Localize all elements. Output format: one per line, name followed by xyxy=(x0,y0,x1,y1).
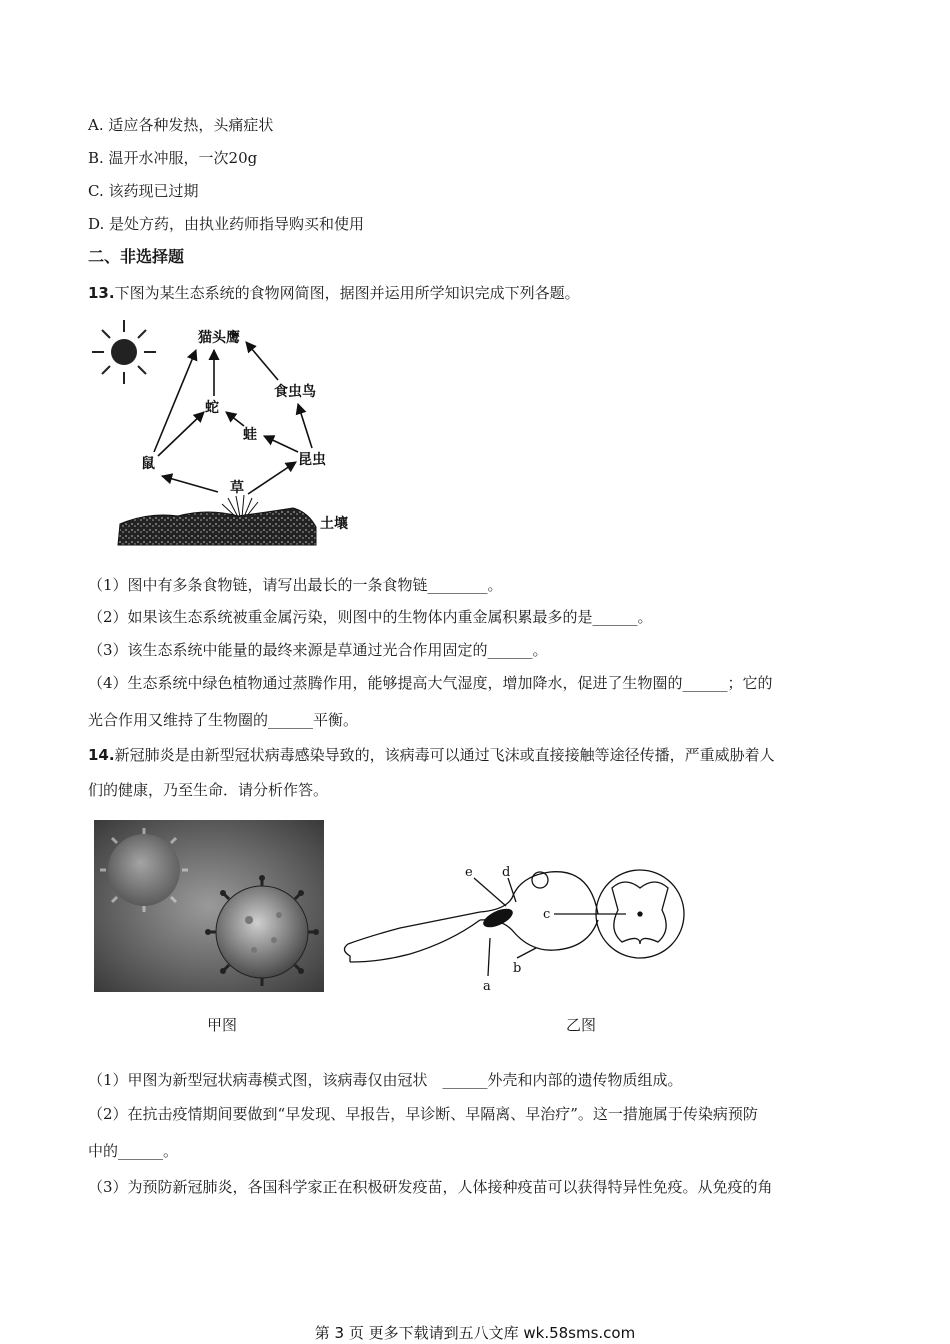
reflex-arc-diagram xyxy=(340,858,690,998)
label-d: d xyxy=(502,865,511,880)
label-a: a xyxy=(483,979,491,994)
label-frog: 蛙 xyxy=(243,427,257,443)
q13-part-4-cont: 光合作用又维持了生物圈的______平衡。 xyxy=(88,711,359,729)
label-mouse: 鼠 xyxy=(141,456,155,472)
sun-icon xyxy=(92,320,156,384)
page-footer: 第 3 页 更多下载请到五八文库 wk.58sms.com xyxy=(314,1324,636,1342)
food-web-figure xyxy=(88,312,378,557)
q13-part-4: （4）生态系统中绿色植物通过蒸腾作用，能够提高大气湿度，增加降水，促进了生物圈的______；它的 xyxy=(88,674,773,692)
q14-part-2-cont: 中的______。 xyxy=(88,1142,179,1160)
option-a: A. 适应各种发热，头痛症状 xyxy=(88,116,274,134)
label-c: c xyxy=(543,907,551,922)
arrow-mouse-owl xyxy=(154,350,196,452)
q13-part-1: （1）图中有多条食物链，请写出最长的一条食物链________。 xyxy=(88,576,503,594)
question-13-number: 13. xyxy=(88,284,115,302)
q14-part-2: （2）在抗击疫情期间要做到“早发现、早报告，早诊断、早隔离、早治疗”。这一措施属于传染病预防 xyxy=(88,1105,758,1123)
virus-image xyxy=(94,820,324,992)
arrow-frog-snake xyxy=(226,412,244,426)
question-13-stem xyxy=(88,283,580,303)
q14-part-3: （3）为预防新冠肺炎，各国科学家正在积极研发疫苗，人体接种疫苗可以获得特异性免疫。从免疫的角 xyxy=(88,1178,773,1196)
label-snake: 蛇 xyxy=(205,400,219,416)
arrow-insect-bird xyxy=(298,404,312,448)
arrow-insect-frog xyxy=(264,436,298,452)
caption-left: 甲图 xyxy=(207,1016,238,1034)
question-14-number: 14. xyxy=(88,746,115,764)
option-b: B. 温开水冲服，一次20g xyxy=(88,149,258,167)
caption-right: 乙图 xyxy=(566,1016,597,1034)
arrow-bird-owl xyxy=(246,342,278,380)
label-bird: 食虫鸟 xyxy=(274,384,316,400)
option-c: C. 该药现已过期 xyxy=(88,182,199,200)
label-insect: 昆虫 xyxy=(298,452,326,468)
label-e: e xyxy=(465,865,473,880)
arrow-grass-mouse xyxy=(162,476,218,492)
label-b: b xyxy=(513,961,522,976)
arrow-grass-insect xyxy=(248,462,296,494)
question-14-text: 新冠肺炎是由新型冠状病毒感染导致的，该病毒可以通过飞沫或直接接触等途径传播，严重威胁着人 xyxy=(114,746,775,764)
question-13-text: 下图为某生态系统的食物网简图，据图并运用所学知识完成下列各题。 xyxy=(114,284,580,302)
soil-shape xyxy=(118,508,316,545)
q14-part-1: （1）甲图为新型冠状病毒模式图，该病毒仅由冠状 ______外壳和内部的遗传物质组成。 xyxy=(88,1071,683,1089)
label-owl: 猫头鹰 xyxy=(198,330,240,346)
q13-part-3: （3）该生态系统中能量的最终来源是草通过光合作用固定的______。 xyxy=(88,641,548,659)
option-d: D. 是处方药，由执业药师指导购买和使用 xyxy=(88,215,365,233)
question-14-stem-cont: 们的健康，乃至生命．请分析作答。 xyxy=(88,781,329,799)
q13-part-2: （2）如果该生态系统被重金属污染，则图中的生物体内重金属积累最多的是______。 xyxy=(88,608,653,626)
arrow-mouse-snake xyxy=(158,412,204,456)
section-title: 二、非选择题 xyxy=(88,247,185,266)
label-soil: 土壤 xyxy=(320,516,348,532)
label-grass: 草 xyxy=(230,480,244,496)
question-14-stem xyxy=(88,745,775,765)
